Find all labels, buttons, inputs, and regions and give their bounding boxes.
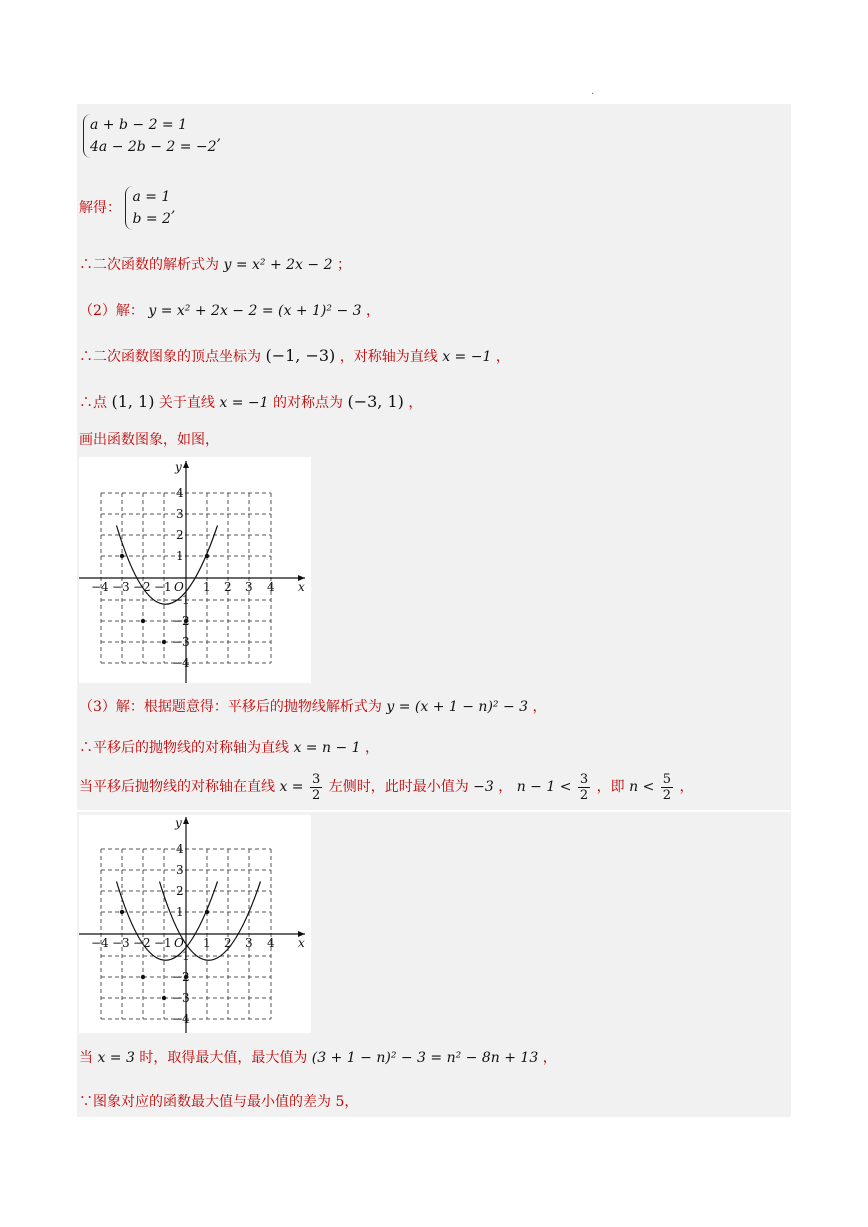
header-mark: . xyxy=(591,86,595,97)
symmetric-point-result: (−3, 1) xyxy=(347,392,404,411)
vertex-line xyxy=(79,346,510,367)
y-tick: −2 xyxy=(172,614,190,628)
case-inequality-2: n < xyxy=(629,779,655,795)
y-tick: −3 xyxy=(172,991,190,1005)
x-tick: 1 xyxy=(203,580,211,594)
system-row-1: a + b − 2 = 1 xyxy=(90,117,188,133)
part2-line xyxy=(79,301,380,321)
fraction-numerator: 3 xyxy=(311,771,321,787)
system-brace xyxy=(83,114,217,158)
y-axis-label: y xyxy=(175,460,182,474)
max-text-1: 当 xyxy=(79,1050,93,1066)
diff-line: ∵图象对应的函数最大值与最小值的差为 5， xyxy=(79,1094,359,1110)
y-tick: −1 xyxy=(172,593,190,607)
y-tick: 2 xyxy=(176,528,184,542)
y-tick: 3 xyxy=(176,863,184,877)
y-tick: −4 xyxy=(172,1012,190,1026)
symmetric-text-1: ∴点 xyxy=(79,395,107,411)
draw-line: 画出函数图象，如图， xyxy=(79,432,219,448)
x-tick: 2 xyxy=(224,936,232,950)
part2-tail: ， xyxy=(366,303,380,319)
fraction-numerator: 5 xyxy=(662,771,672,787)
y-tick: 4 xyxy=(176,842,184,856)
y-axis-label: y xyxy=(175,816,182,830)
vertex-axis: x = −1 xyxy=(442,349,492,365)
max-formula: (3 + 1 − n)² − 3 = n² − 8n + 13 xyxy=(311,1050,539,1066)
vertex-text-1: ∴二次函数图象的顶点坐标为 xyxy=(79,349,261,365)
x-tick: 2 xyxy=(224,580,232,594)
system-row-2: 4a − 2b − 2 = −2 xyxy=(90,139,217,155)
case-line xyxy=(79,770,694,804)
result-line xyxy=(79,255,351,275)
case-inequality: n − 1 < xyxy=(516,779,572,795)
x-tick: 4 xyxy=(267,936,275,950)
equation-system xyxy=(83,114,221,158)
solve-row-2: b = 2 xyxy=(132,211,171,227)
axis-shift-formula: x = n − 1 xyxy=(293,740,361,756)
fraction-denominator: 2 xyxy=(662,787,672,803)
part3-line xyxy=(79,697,547,717)
y-tick: 4 xyxy=(176,486,184,500)
symmetric-text-3: 的对称点为 xyxy=(273,395,343,411)
part2-prefix: （2）解： xyxy=(79,303,144,319)
result-formula: y = x² + 2x − 2 xyxy=(223,257,333,273)
y-tick: 1 xyxy=(176,905,184,919)
case-min-value: −3 xyxy=(473,779,494,795)
axis-shift-line xyxy=(79,738,379,758)
x-tick: 3 xyxy=(245,580,253,594)
case-text-4: ，即 xyxy=(596,779,625,795)
origin-label: O xyxy=(174,580,184,594)
x-tick: 3 xyxy=(245,936,253,950)
result-tail: ； xyxy=(336,257,351,273)
y-tick: −1 xyxy=(172,949,190,963)
x-tick: −3 xyxy=(112,936,130,950)
symmetric-axis: x = −1 xyxy=(219,395,269,411)
parabola-graph-2 xyxy=(79,815,311,1033)
solve-brace xyxy=(125,186,171,230)
x-tick: −2 xyxy=(133,580,151,594)
vertex-text-2: ，对称轴为直线 xyxy=(339,349,438,365)
max-text-2: 时，取得最大值，最大值为 xyxy=(139,1050,308,1066)
vertex-coord: (−1, −3) xyxy=(265,346,336,365)
case-text-1: 当平移后抛物线的对称轴在直线 xyxy=(79,779,275,795)
x-tick: −4 xyxy=(91,936,109,950)
x-tick: 4 xyxy=(267,580,275,594)
symmetric-line xyxy=(79,392,422,413)
fraction-denominator: 2 xyxy=(579,787,589,803)
solution-panel-1 xyxy=(77,104,791,810)
symmetric-point: (1, 1) xyxy=(111,392,155,411)
solve-tail: , xyxy=(170,200,176,216)
max-line xyxy=(79,1048,557,1068)
y-tick: −4 xyxy=(172,656,190,670)
symmetric-tail: ， xyxy=(408,395,423,411)
fraction-three-halves xyxy=(578,772,590,803)
max-condition: x = 3 xyxy=(97,1050,135,1066)
part2-formula: y = x² + 2x − 2 = (x + 1)² − 3 xyxy=(148,303,362,319)
case-lhs: x = xyxy=(279,779,304,795)
x-axis-label: x xyxy=(298,580,305,594)
case-tail: ， xyxy=(679,779,694,795)
y-axis-arrow-icon xyxy=(183,817,189,824)
x-tick: −1 xyxy=(154,936,172,950)
fraction-numerator: 3 xyxy=(579,771,589,787)
case-text-2: 左侧时，此时最小值为 xyxy=(328,779,469,795)
fraction-denominator: 2 xyxy=(311,787,321,803)
solution-panel-2 xyxy=(77,812,791,1117)
x-axis-label: x xyxy=(298,936,305,950)
fraction-five-halves xyxy=(661,772,673,803)
symmetric-text-2: 关于直线 xyxy=(158,395,215,411)
x-tick: −3 xyxy=(112,580,130,594)
result-text: ∴二次函数的解析式为 xyxy=(79,257,219,273)
part3-tail: ， xyxy=(532,699,547,715)
origin-label: O xyxy=(174,936,184,950)
solve-prefix: 解得： xyxy=(79,200,121,216)
max-tail: ， xyxy=(542,1050,557,1066)
solve-row-1: a = 1 xyxy=(132,189,171,205)
vertex-tail: ， xyxy=(495,349,510,365)
x-tick: −1 xyxy=(154,580,172,594)
axis-shift-tail: ， xyxy=(365,740,379,756)
y-tick: −2 xyxy=(172,970,190,984)
y-tick: 3 xyxy=(176,507,184,521)
y-tick: 1 xyxy=(176,549,184,563)
axis-shift-text: ∴平移后的抛物线的对称轴为直线 xyxy=(79,740,289,756)
case-text-3: ， xyxy=(498,779,513,795)
x-tick: −4 xyxy=(91,580,109,594)
parabola-graph-1 xyxy=(79,457,311,683)
part3-prefix: （3）解：根据题意得：平移后的抛物线解析式为 xyxy=(79,699,382,715)
solve-line xyxy=(79,186,175,230)
x-tick: −2 xyxy=(133,936,151,950)
system-tail: , xyxy=(216,128,222,144)
y-tick: −3 xyxy=(172,635,190,649)
fraction-three-halves xyxy=(310,772,322,803)
y-axis-arrow-icon xyxy=(183,461,189,468)
y-tick: 2 xyxy=(176,884,184,898)
part3-formula: y = (x + 1 − n)² − 3 xyxy=(386,699,529,715)
x-tick: 1 xyxy=(203,936,211,950)
